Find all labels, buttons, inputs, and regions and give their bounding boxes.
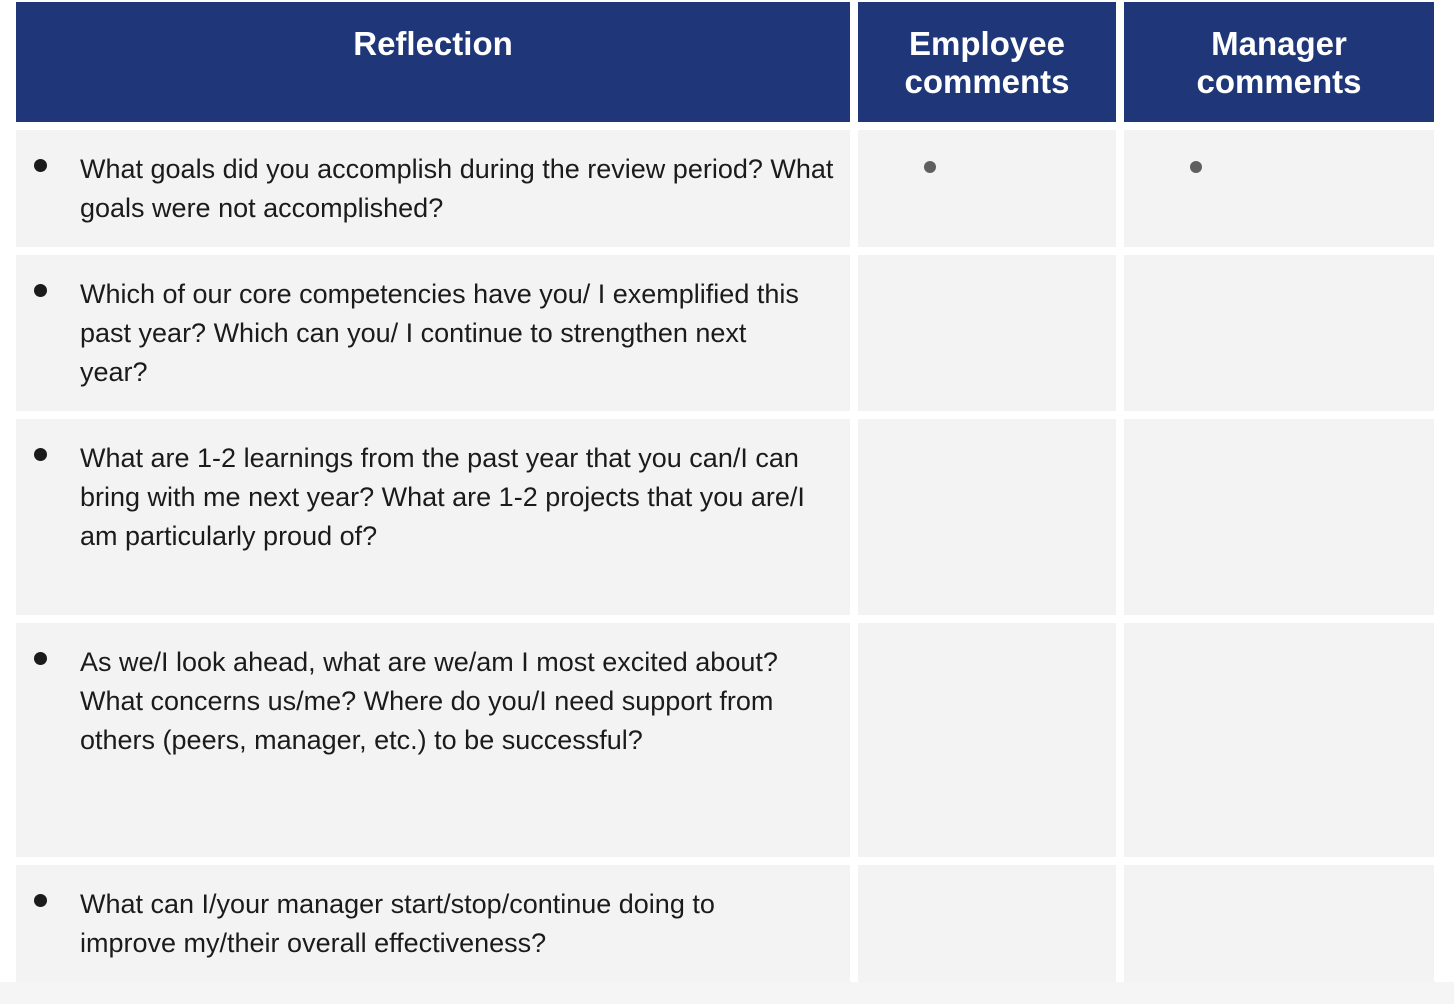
header-employee-comments [858,2,1116,122]
header-reflection-label: Reflection [353,25,513,62]
header-reflection [16,2,850,122]
question-cell-1 [16,130,850,247]
reflection-table [16,2,1434,983]
header-employee-line1: Employee [909,25,1065,62]
question-cell-2 [16,255,850,411]
question-text-4: As we/I look ahead, what are we/am I most excited about? What concerns us/me? Where do you/I need support from others (peers, manager, etc.) to be successful? [80,647,778,755]
question-cell-3 [16,419,850,615]
question-text-2: Which of our core competencies have you/ I exemplified this past year? Which can you/ I continue to strengthen next year? [80,279,799,387]
employee-comment-cell-5[interactable] [858,865,1116,983]
bullet-icon [924,161,936,173]
manager-comment-cell-2[interactable] [1124,255,1434,411]
bullet-icon [34,284,47,297]
employee-comment-cell-1[interactable] [858,130,1116,247]
manager-comment-cell-4[interactable] [1124,623,1434,857]
employee-comment-cell-3[interactable] [858,419,1116,615]
bullet-icon [34,448,47,461]
question-text-3: What are 1-2 learnings from the past year that you can/I can bring with me next year? What are 1-2 projects that you are/I am particularly proud of? [80,443,805,551]
bullet-icon [34,652,47,665]
page-bottom-edge [0,982,1454,1004]
employee-comment-cell-2[interactable] [858,255,1116,411]
header-manager-line1: Manager [1211,25,1347,62]
header-manager-comments [1124,2,1434,122]
manager-comment-cell-5[interactable] [1124,865,1434,983]
bullet-icon [1190,161,1202,173]
bullet-icon [34,159,47,172]
manager-comment-cell-3[interactable] [1124,419,1434,615]
question-cell-5 [16,865,850,983]
header-manager-line2: comments [1196,63,1362,100]
manager-comment-cell-1[interactable] [1124,130,1434,247]
question-cell-4 [16,623,850,857]
question-text-5: What can I/your manager start/stop/continue doing to improve my/their overall effectiveness? [80,889,715,958]
question-text-1: What goals did you accomplish during the review period? What goals were not accomplished? [80,154,834,223]
bullet-icon [34,894,47,907]
header-employee-line2: comments [904,63,1070,100]
employee-comment-cell-4[interactable] [858,623,1116,857]
